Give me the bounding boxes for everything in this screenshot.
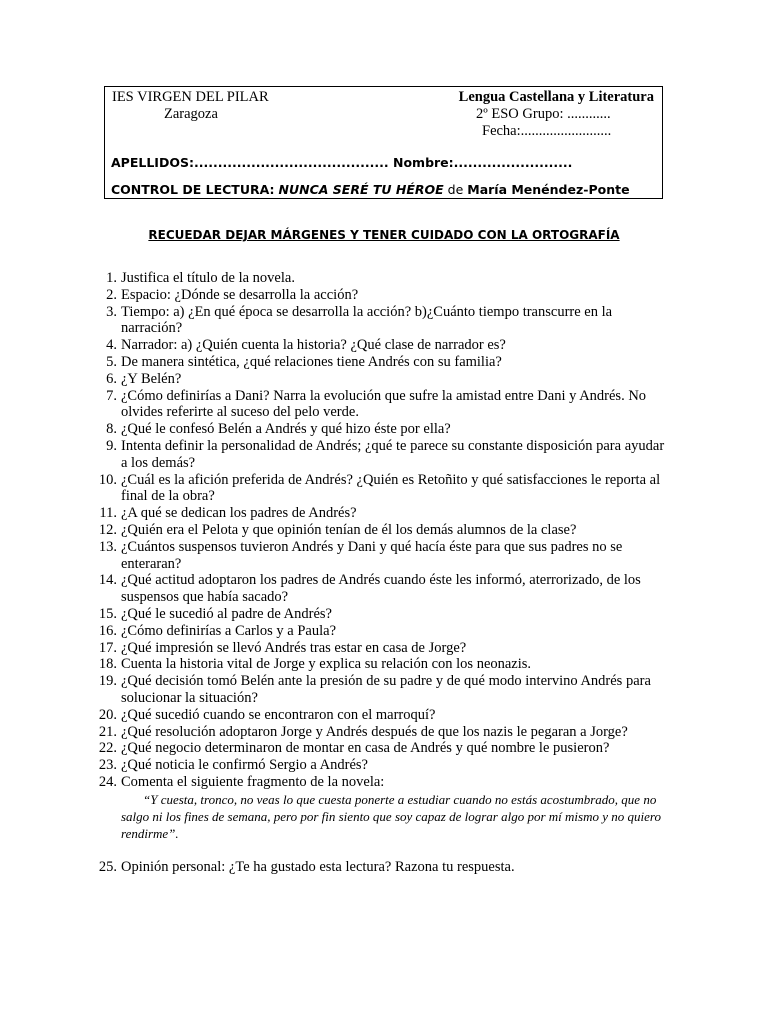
question-text: ¿Cuál es la afición preferida de Andrés? ¿Quién es Retoñito y qué satisfacciones le reporta al final de la obra? bbox=[121, 471, 661, 505]
question-list bbox=[0, 270, 768, 876]
date-field: Fecha:......................... bbox=[482, 123, 612, 139]
list-item bbox=[0, 505, 768, 522]
question-text: ¿Cómo definirías a Carlos y a Paula? bbox=[121, 622, 337, 639]
question-text: ¿Cómo definirías a Dani? Narra la evolución que sufre la amistad entre Dani y Andrés. No olvides referirte al suceso del pelo verde. bbox=[121, 387, 647, 421]
question-number: 12. bbox=[98, 521, 117, 538]
novel-quote bbox=[121, 791, 661, 842]
question-text: ¿A qué se dedican los padres de Andrés? bbox=[121, 505, 357, 522]
list-item bbox=[0, 438, 768, 472]
question-text: Justifica el título de la novela. bbox=[121, 270, 295, 286]
book-title: NUNCA SERÉ TU HÉROE bbox=[278, 182, 444, 197]
question-text: ¿Quién era el Pelota y que opinión tenían de él los demás alumnos de la clase? bbox=[121, 521, 577, 538]
list-item bbox=[0, 388, 768, 422]
question-number: 10. bbox=[98, 471, 117, 488]
question-number: 8. bbox=[106, 421, 117, 438]
question-text: ¿Qué resolución adoptaron Jorge y Andrés después de que los nazis le pegaran a Jorge? bbox=[121, 723, 628, 740]
question-text: De manera sintética, ¿qué relaciones tiene Andrés con su familia? bbox=[121, 353, 502, 370]
question-number: 11. bbox=[99, 505, 117, 522]
question-number: 22. bbox=[98, 740, 117, 757]
question-text: ¿Qué negocio determinaron de montar en casa de Andrés y qué nombre le pusieron? bbox=[121, 740, 610, 757]
question-text: ¿Y Belén? bbox=[121, 370, 182, 387]
list-item bbox=[0, 606, 768, 623]
question-text: ¿Qué sucedió cuando se encontraron con el marroquí? bbox=[121, 706, 436, 723]
list-item bbox=[0, 472, 768, 506]
names-field: APELLIDOS:......................................... Nombre:......................... bbox=[111, 155, 573, 170]
question-number: 24. bbox=[98, 773, 117, 790]
question-number: 4. bbox=[106, 337, 117, 354]
questions-container bbox=[0, 270, 768, 791]
question-number: 16. bbox=[98, 622, 117, 639]
question-number: 20. bbox=[98, 706, 117, 723]
question-number: 18. bbox=[98, 656, 117, 673]
page-heading: RECUEDAR DEJAR MÁRGENES Y TENER CUIDADO CON LA ORTOGRAFÍA bbox=[148, 228, 620, 242]
question-number: 1. bbox=[106, 270, 117, 286]
novel-quote-text: “Y cuesta, tronco, no veas lo que cuesta ponerte a estudiar cuando no estás acostumbrado, que no salgo ni los fines de semana, pero por fin siento que soy capaz de lograr algo por mí mismo y no quiero rendirme”. bbox=[121, 791, 661, 841]
question-number: 2. bbox=[106, 286, 117, 303]
list-item bbox=[0, 287, 768, 304]
question-text: Espacio: ¿Dónde se desarrolla la acción? bbox=[121, 286, 359, 303]
question-number: 14. bbox=[98, 572, 117, 589]
question-number: 17. bbox=[98, 639, 117, 656]
question-text: ¿Qué decisión tomó Belén ante la presión de su padre y de qué modo intervino Andrés para solucionar la situación? bbox=[121, 673, 651, 706]
city: Zaragoza bbox=[164, 106, 218, 122]
list-item bbox=[0, 859, 768, 876]
question-number: 13. bbox=[98, 538, 117, 555]
question-text: Comenta el siguiente fragmento de la novela: bbox=[121, 773, 385, 790]
list-item bbox=[0, 572, 768, 606]
control-line bbox=[111, 182, 630, 197]
list-item bbox=[0, 270, 768, 287]
header-box bbox=[104, 86, 663, 199]
list-item bbox=[0, 673, 768, 707]
question-text: ¿Cuántos suspensos tuvieron Andrés y Dani y qué hacía éste para que sus padres no se enteraran? bbox=[121, 538, 623, 572]
by-word: de bbox=[447, 182, 464, 197]
author-name: María Menéndez-Ponte bbox=[467, 182, 630, 197]
list-item bbox=[0, 304, 768, 338]
subject-title: Lengua Castellana y Literatura bbox=[458, 89, 654, 105]
grade-group-field: 2º ESO Grupo: ............ bbox=[476, 106, 611, 122]
list-item bbox=[0, 421, 768, 438]
question-number: 21. bbox=[98, 723, 117, 740]
list-item bbox=[0, 707, 768, 724]
question-number: 6. bbox=[106, 370, 117, 387]
list-item bbox=[0, 539, 768, 573]
question-number: 15. bbox=[98, 605, 117, 622]
question-number: 3. bbox=[106, 303, 117, 320]
list-item bbox=[0, 724, 768, 741]
question-text: ¿Qué le sucedió al padre de Andrés? bbox=[121, 605, 332, 622]
list-item bbox=[0, 740, 768, 757]
question-number: 7. bbox=[106, 387, 117, 404]
question-number: 23. bbox=[98, 757, 117, 774]
list-item bbox=[0, 640, 768, 657]
list-item bbox=[0, 337, 768, 354]
list-item bbox=[0, 623, 768, 640]
list-item bbox=[0, 354, 768, 371]
control-prefix: CONTROL DE LECTURA: bbox=[111, 182, 275, 197]
list-item bbox=[0, 656, 768, 673]
question-number: 19. bbox=[98, 673, 117, 690]
question-number: 25. bbox=[98, 858, 117, 875]
list-item bbox=[0, 757, 768, 774]
question-text: Narrador: a) ¿Quién cuenta la historia? ¿Qué clase de narrador es? bbox=[121, 337, 506, 354]
question-text: Opinión personal: ¿Te ha gustado esta lectura? Razona tu respuesta. bbox=[121, 858, 515, 875]
question-number: 9. bbox=[106, 437, 117, 454]
question-text: Intenta definir la personalidad de Andrés; ¿qué te parece su constante disposición para ayudar a los demás? bbox=[121, 437, 665, 471]
school-name: IES VIRGEN DEL PILAR bbox=[112, 89, 269, 105]
question-text: ¿Qué impresión se llevó Andrés tras estar en casa de Jorge? bbox=[121, 639, 467, 656]
list-item bbox=[0, 371, 768, 388]
question-text: Cuenta la historia vital de Jorge y explica su relación con los neonazis. bbox=[121, 656, 532, 673]
question-text: Tiempo: a) ¿En qué época se desarrolla la acción? b)¿Cuánto tiempo transcurre en la narración? bbox=[121, 303, 613, 337]
question-text: ¿Qué le confesó Belén a Andrés y qué hizo éste por ella? bbox=[121, 421, 451, 438]
question-number: 5. bbox=[106, 353, 117, 370]
list-item bbox=[0, 774, 768, 791]
question-text: ¿Qué actitud adoptaron los padres de Andrés cuando éste les informó, aterrorizado, de los suspensos que había sacado? bbox=[121, 572, 641, 606]
question-text: ¿Qué noticia le confirmó Sergio a Andrés? bbox=[121, 757, 368, 774]
list-item bbox=[0, 522, 768, 539]
